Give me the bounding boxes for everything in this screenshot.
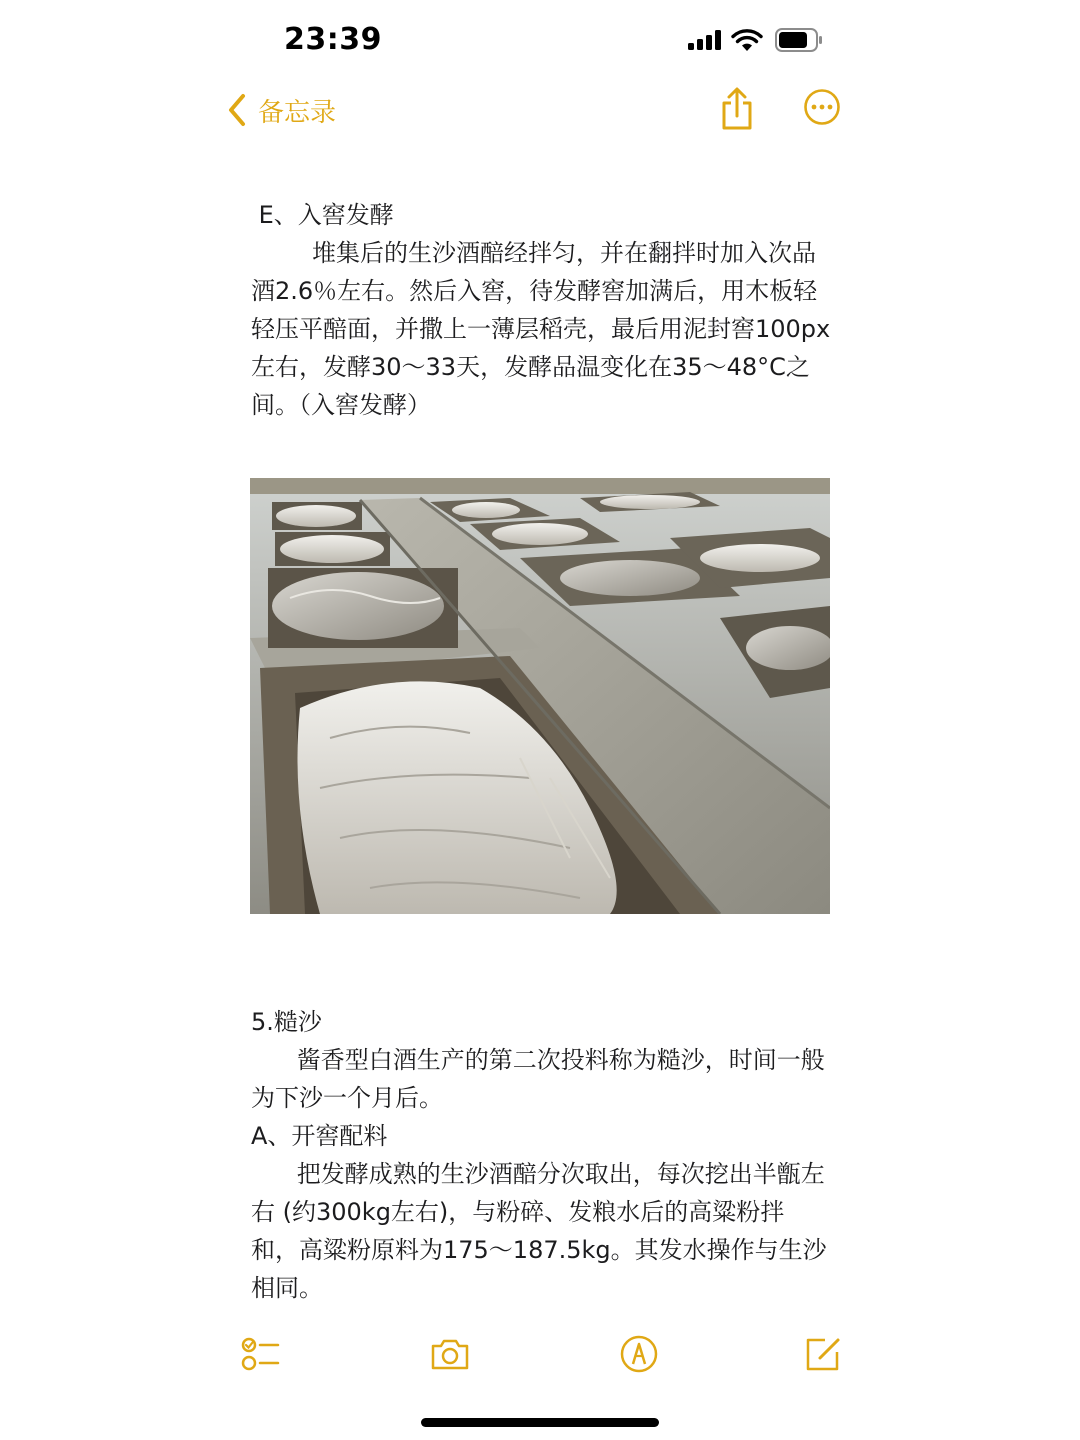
chevron-left-icon [226,93,248,127]
checklist-icon[interactable] [240,1334,280,1374]
fermentation-pits-photo [250,478,830,914]
note-block-2[interactable] [251,1003,831,1307]
back-button[interactable] [226,90,336,130]
share-icon[interactable] [718,86,756,132]
note-block-1[interactable] [251,196,831,424]
compose-icon[interactable] [803,1334,843,1374]
home-indicator[interactable] [421,1418,659,1427]
cellular-signal-icon [688,30,722,50]
back-label: 备忘录 [258,97,337,128]
section-heading: A、开窖配料 [251,1122,388,1150]
section-heading: 5.糙沙 [251,1008,322,1036]
section-heading: E、入窖发酵 [251,201,394,229]
section-paragraph: 把发酵成熟的生沙酒醅分次取出，每次挖出半甑左右 (约300kg左右)，与粉碎、发粮水后的高粱粉拌和，高粱粉原料为175～187.5kg。其发水操作与生沙相同。 [251,1160,827,1302]
battery-icon [775,28,823,52]
nav-bar [0,80,1080,140]
wifi-icon [731,28,763,52]
camera-icon[interactable] [430,1334,470,1374]
status-time: 23:39 [284,22,382,57]
more-options-icon[interactable] [803,88,841,126]
section-paragraph: 堆集后的生沙酒醅经拌匀，并在翻拌时加入次品酒2.6％左右。然后入窖，待发酵窖加满后，用木板轻轻压平醅面，并撒上一薄层稻壳，最后用泥封窖100px左右，发酵30～33天，发酵品温变化在35～48°C之间。（入窖发酵） [251,239,831,419]
bottom-toolbar [0,1320,1080,1390]
markup-icon[interactable] [619,1334,659,1374]
status-bar [0,0,1080,80]
section-paragraph: 酱香型白酒生产的第二次投料称为糙沙，时间一般为下沙一个月后。 [251,1046,825,1112]
